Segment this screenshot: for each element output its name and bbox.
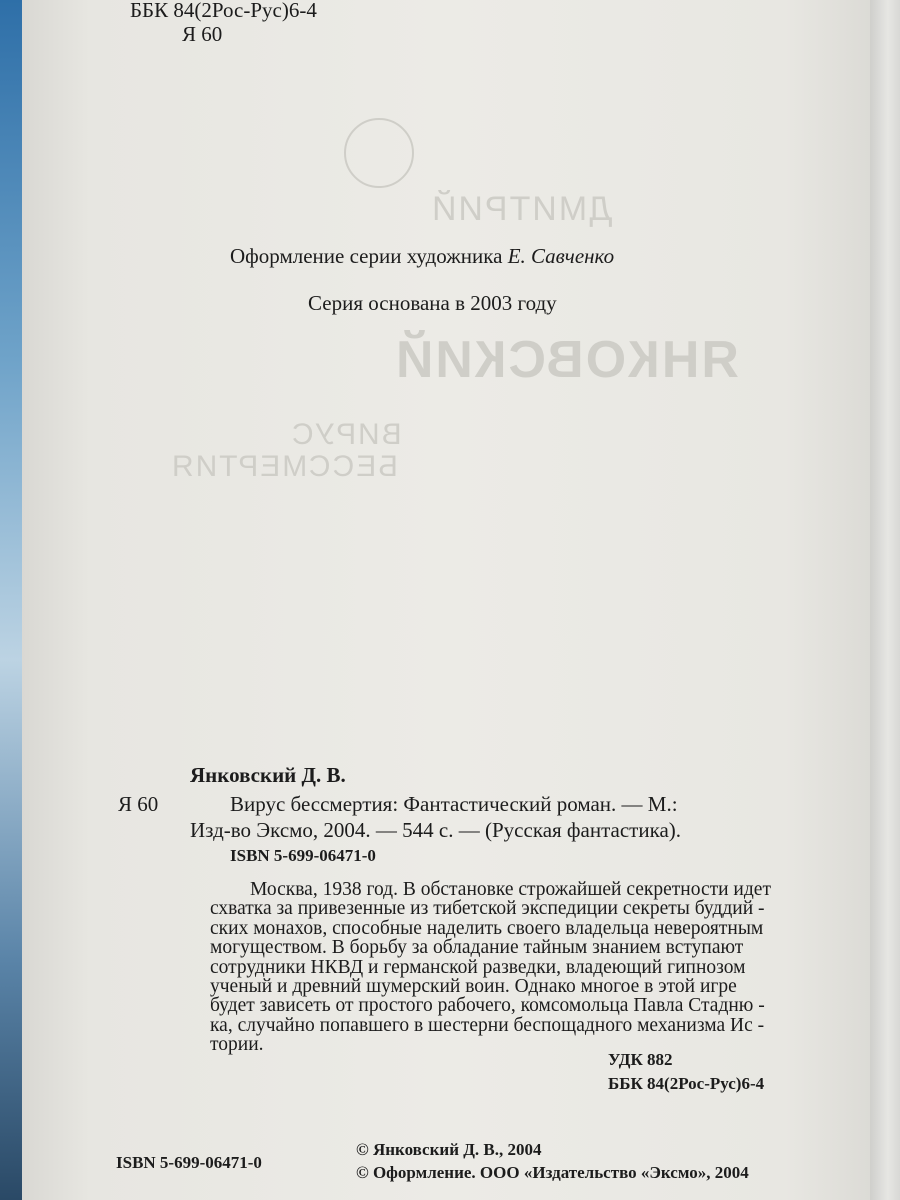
annotation-line: сотрудники НКВД и германской разведки, владеющий гипнозом — [210, 956, 746, 978]
annotation-line: Москва, 1938 год. В обстановке строжайшей секретности идет — [250, 879, 771, 900]
show-through-author-last: ЯНКОВСКИЙ — [394, 331, 739, 389]
bbk-code-top: ББК 84(2Рос-Рус)6-4 — [130, 0, 317, 22]
catalog-isbn: ISBN 5-699-06471-0 — [230, 846, 376, 865]
series-design-prefix: Оформление серии художника — [230, 244, 503, 268]
page-stack-edge — [869, 0, 900, 1200]
show-through-seal — [344, 118, 414, 188]
copyright-author: © Янковский Д. В., 2004 — [356, 1140, 542, 1159]
index-code-top: Я 60 — [182, 22, 223, 46]
catalog-index: Я 60 — [118, 792, 159, 816]
annotation-line: ученый и древний шумерский воин. Однако многое в этой игре — [210, 976, 737, 998]
annotation-line: могуществом. В борьбу за обладание тайным знанием вступают — [210, 937, 744, 959]
annotation-line: будет зависеть от простого рабочего, комсомольца Павла Стадню - — [210, 995, 765, 1017]
annotation-line: схватка за привезенные из тибетской экспедиции секреты буддий - — [210, 898, 765, 920]
show-through-author-first: ДМИТРИЙ — [430, 190, 613, 228]
annotation-paragraph — [210, 880, 810, 1055]
show-through-title-line1: ВИРУС — [290, 418, 402, 451]
udk-code: УДК 882 — [608, 1050, 673, 1069]
book-page — [22, 0, 870, 1200]
catalog-description-line1: Вирус бессмертия: Фантастический роман. — М.: — [230, 792, 678, 816]
copyright-design: © Оформление. ООО «Издательство «Эксмо», 2004 — [356, 1163, 749, 1182]
annotation-line: тории. — [210, 1034, 264, 1056]
catalog-description-line2: Изд-во Эксмо, 2004. — 544 с. — (Русская фантастика). — [190, 818, 682, 842]
isbn-bottom: ISBN 5-699-06471-0 — [116, 1153, 262, 1172]
show-through-title-line2: БЕССМЕРТИЯ — [170, 450, 398, 483]
annotation-line: ка, случайно попавшего в шестерни беспощадного механизма Ис - — [210, 1014, 765, 1036]
catalog-author: Янковский Д. В. — [190, 763, 346, 787]
series-design-artist: Е. Савченко — [507, 244, 615, 268]
bbk-code-bottom: ББК 84(2Рос-Рус)6-4 — [608, 1074, 765, 1093]
annotation-line: ских монахов, способные наделить своего владельца невероятным — [210, 917, 764, 939]
series-founded: Серия основана в 2003 году — [308, 291, 557, 315]
series-design-credit — [230, 244, 614, 269]
